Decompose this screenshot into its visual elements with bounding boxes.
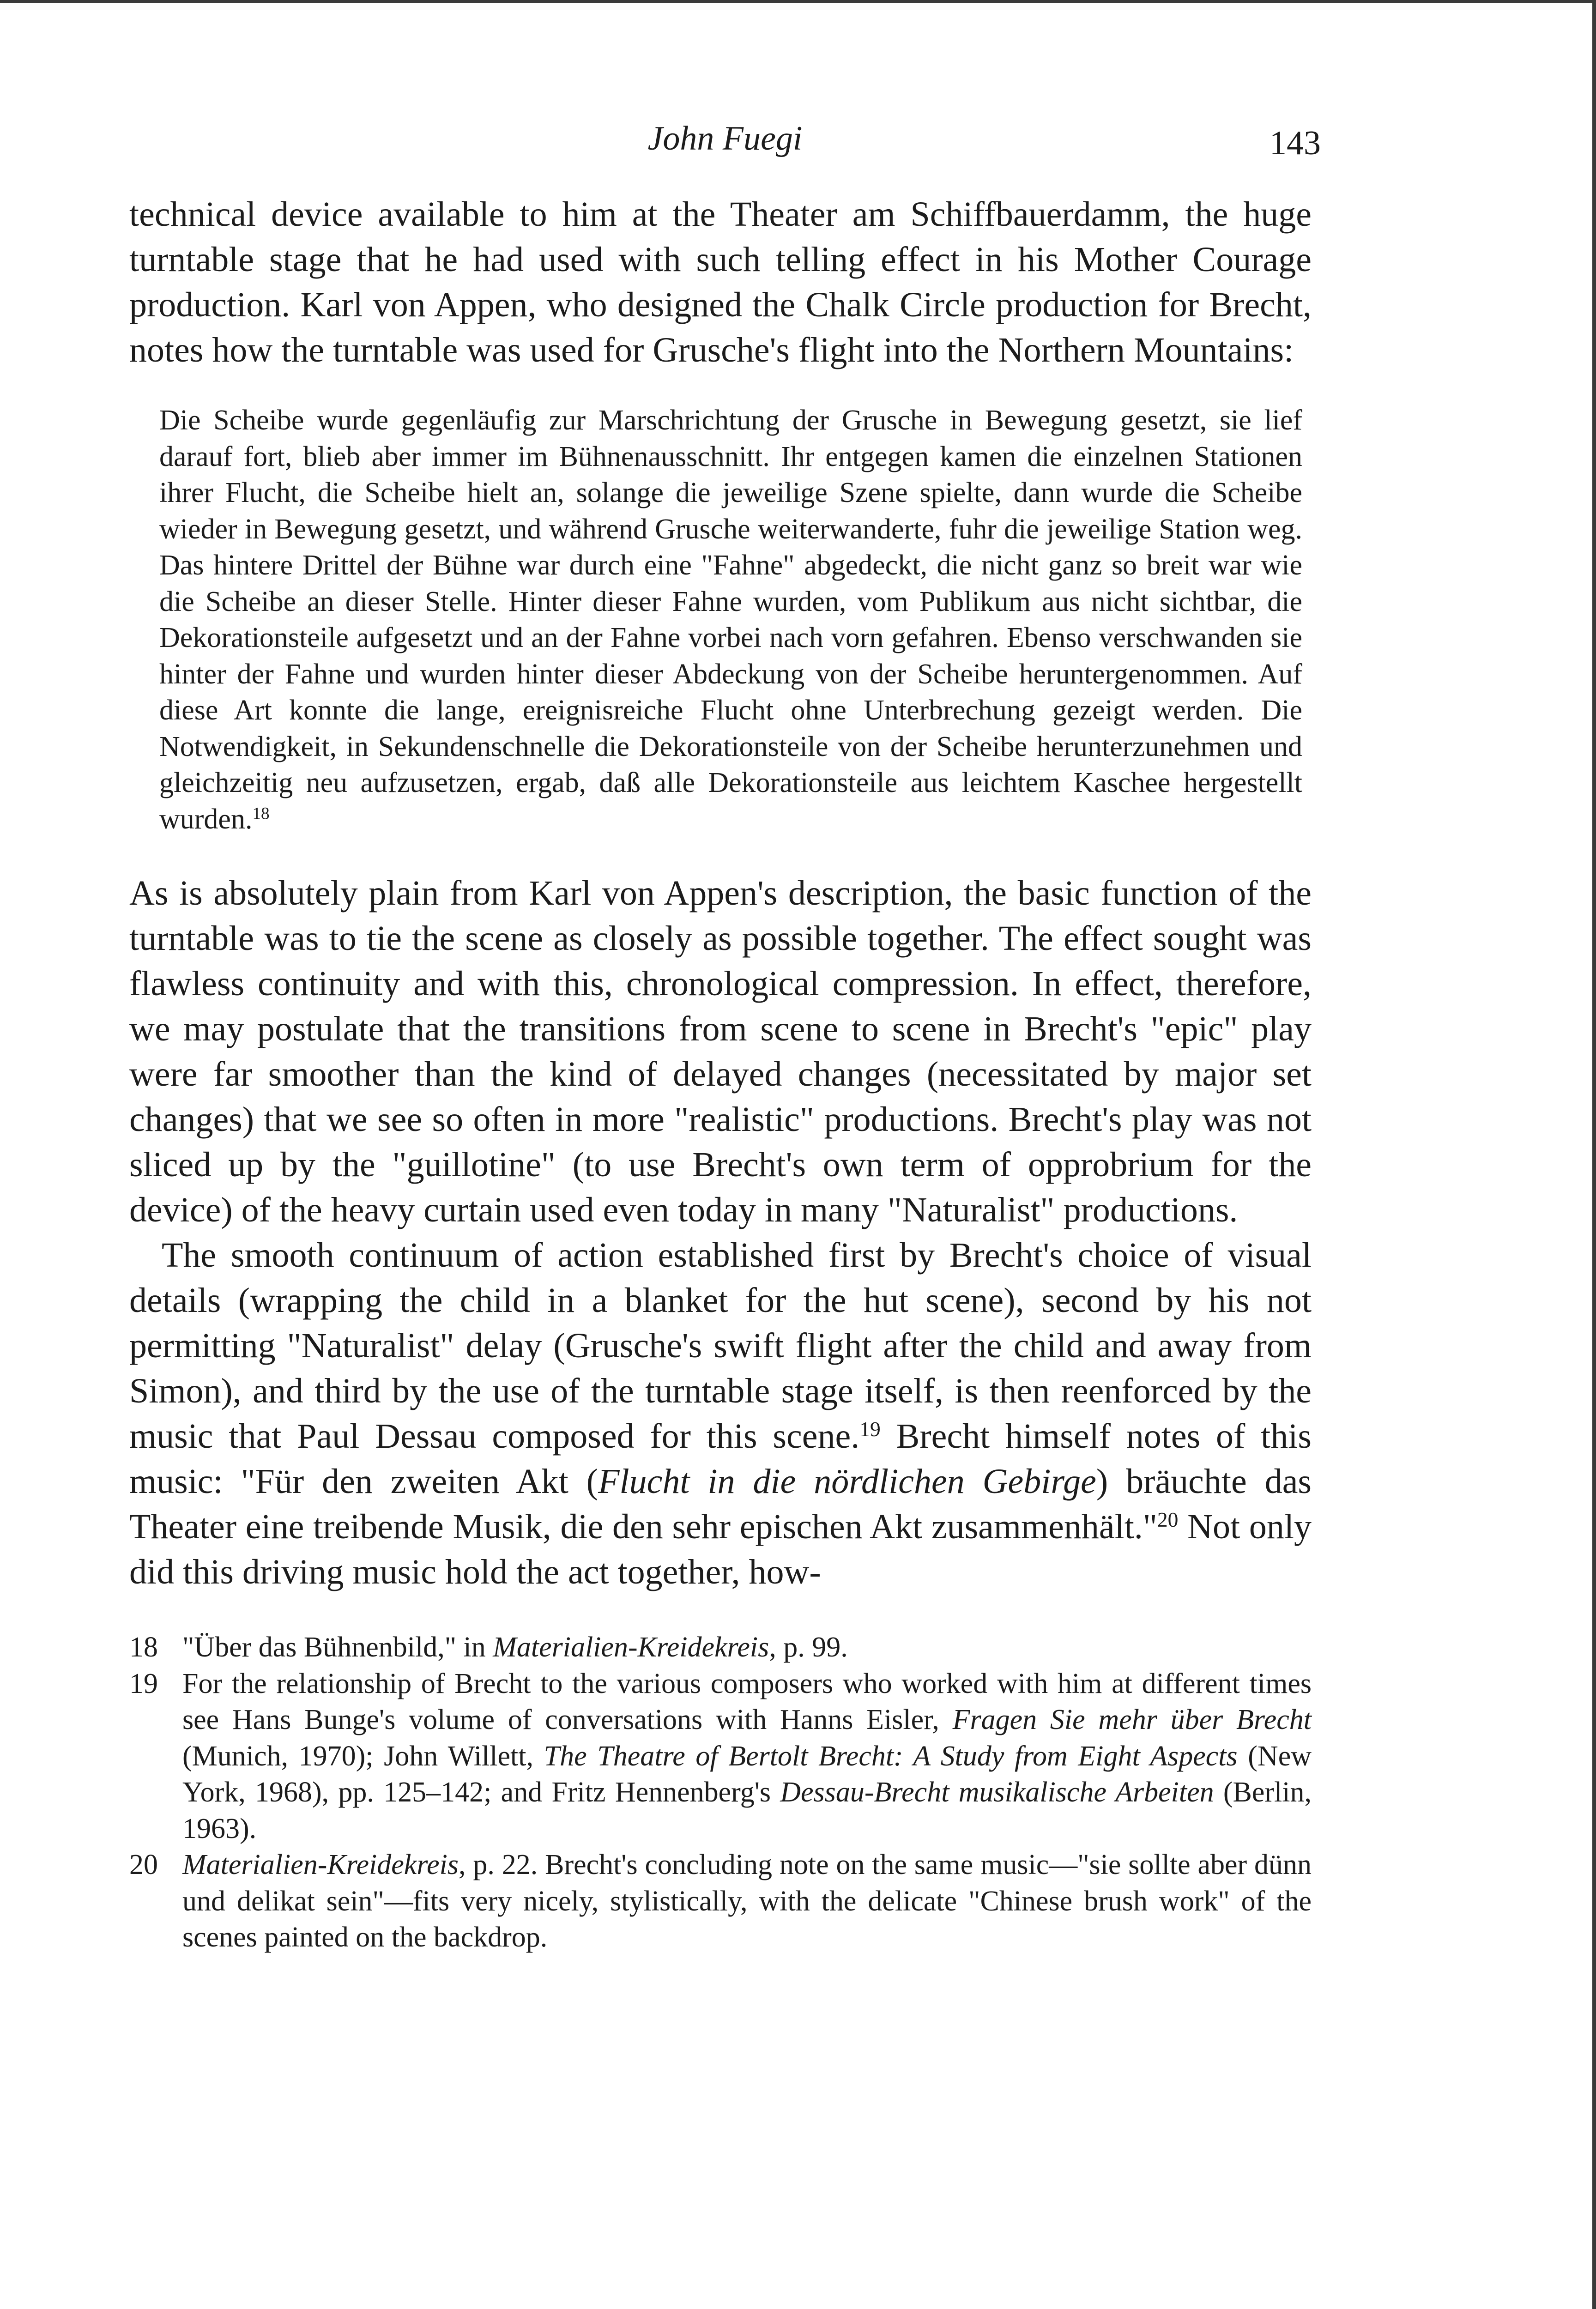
footnotes xyxy=(129,1629,1312,1956)
paragraph-3-part-2: Brecht himself notes of this music: "Für den zweiten Akt ( xyxy=(129,1417,1312,1501)
footnote-text: "Über das Bühnenbild," in xyxy=(182,1632,493,1663)
paragraph-3-part-4: Not only did this driving music hold the act together, how- xyxy=(129,1507,1312,1591)
text-block xyxy=(129,192,1312,1956)
footnote-text: , p. 22. Brecht's concluding note on the same music—"sie sollte aber dünn und delikat sein"—fits very nicely, stylistically, with the delicate "Chinese brush work" of the scenes painted on the backdrop. xyxy=(182,1849,1312,1953)
note-ref-19[interactable]: 19 xyxy=(859,1417,881,1441)
footnote-text: , p. 99. xyxy=(769,1632,848,1663)
footnote-italic: Materialien-Kreidekreis xyxy=(493,1632,769,1663)
running-head-author: John Fuegi xyxy=(647,120,803,157)
paragraph-3-part-3: ) bräuchte das Theater eine treibende Musik, die den sehr epischen Akt zusammenhält." xyxy=(129,1462,1312,1546)
block-quote xyxy=(159,402,1302,837)
note-ref-20[interactable]: 20 xyxy=(1157,1507,1179,1531)
footnote-number: 19 xyxy=(129,1668,158,1699)
footnote-italic: The Theatre of Bertolt Brecht: A Study from Eight Aspects xyxy=(544,1740,1238,1772)
page-edge-top xyxy=(0,0,1596,3)
block-quote-text: Die Scheibe wurde gegenläufig zur Marschrichtung der Grusche in Bewegung gesetzt, sie lief darauf fort, blieb aber immer im Bühnenausschnitt. Ihr entgegen kamen die einzelnen Stationen ihrer Flucht, die Scheibe hielt an, solange die jeweilige Szene spielte, dann wurde die Scheibe wieder in Bewegung gesetzt, und während Grusche weiterwanderte, fuhr die jeweilige Station weg. Das hintere Drittel der Bühne war durch eine "Fahne" abgedeckt, die nicht ganz so breit war wie die Scheibe an dieser Stelle. Hinter dieser Fahne wurden, vom Publikum aus nicht sichtbar, die Dekorationsteile aufgesetzt und an der Fahne vorbei nach vorn gefahren. Ebenso verschwanden sie hinter der Fahne und wurden hinter dieser Abdeckung von der Scheibe heruntergenommen. Auf diese Art konnte die lange, ereignisreiche Flucht ohne Unterbrechung gezeigt werden. Die Notwendigkeit, in Sekundenschnelle die Dekorationsteile von der Scheibe herunterzunehmen und gleichzeitig neu aufzusetzen, ergab, daß alle Dekorationsteile aus leichtem Kaschee hergestellt wurden. xyxy=(159,405,1302,835)
footnote-number: 18 xyxy=(129,1632,158,1663)
running-head xyxy=(129,115,1321,162)
footnote-text: (Berlin, 1963). xyxy=(182,1777,1312,1844)
footnote-italic: Dessau-Brecht musikalische Arbeiten xyxy=(780,1777,1214,1808)
footnote-text: (New York, 1968), pp. 125–142; and Fritz Hennenberg's xyxy=(182,1740,1312,1808)
footnote-text: For the relationship of Brecht to the various composers who worked with him at different times see Hans Bunge's volume of conversations with Hanns Eisler, xyxy=(182,1668,1312,1735)
footnote-text: (Munich, 1970); John Willett, xyxy=(182,1740,544,1772)
footnote-19 xyxy=(129,1666,1312,1847)
footnote-number: 20 xyxy=(129,1849,158,1880)
footnote-18 xyxy=(129,1629,1312,1666)
paragraph-3-italic-title: Flucht in die nördlichen Gebirge xyxy=(598,1462,1096,1501)
page-number: 143 xyxy=(1270,124,1321,162)
page-edge-right xyxy=(1592,0,1596,2309)
footnote-italic: Materialien-Kreidekreis xyxy=(182,1849,459,1880)
paragraph-2: As is absolutely plain from Karl von Appen's description, the basic function of the turntable was to tie the scene as closely as possible together. The effect sought was flawless continuity and with this, chronological compression. In effect, therefore, we may postulate that the transitions from scene to scene in Brecht's "epic" play were far smoother than the kind of delayed changes (necessitated by major set changes) that we see so often in more "realistic" productions. Brecht's play was not sliced up by the "guillotine" (to use Brecht's own term of opprobrium for the device) of the heavy curtain used even today in many "Naturalist" productions. xyxy=(129,874,1312,1229)
paragraph-1: technical device available to him at the Theater am Schiffbauerdamm, the huge turntable stage that he had used with such telling effect in his Mother Courage production. Karl von Appen, who designed the Chalk Circle production for Brecht, notes how the turntable was used for Grusche's flight into the Northern Mountains: xyxy=(129,195,1312,369)
paragraph-3-part-1: The smooth continuum of action established first by Brecht's choice of visual details (wrapping the child in a blanket for the hut scene), second by his not permitting "Naturalist" delay (Grusche's swift flight after the child and away from Simon), and third by the use of the turntable stage itself, is then reenforced by the music that Paul Dessau composed for this scene. xyxy=(129,1236,1312,1456)
note-ref-18[interactable]: 18 xyxy=(252,804,270,823)
paragraph-3 xyxy=(129,1233,1312,1595)
footnote-20 xyxy=(129,1847,1312,1956)
footnote-italic: Fragen Sie mehr über Brecht xyxy=(952,1704,1312,1735)
